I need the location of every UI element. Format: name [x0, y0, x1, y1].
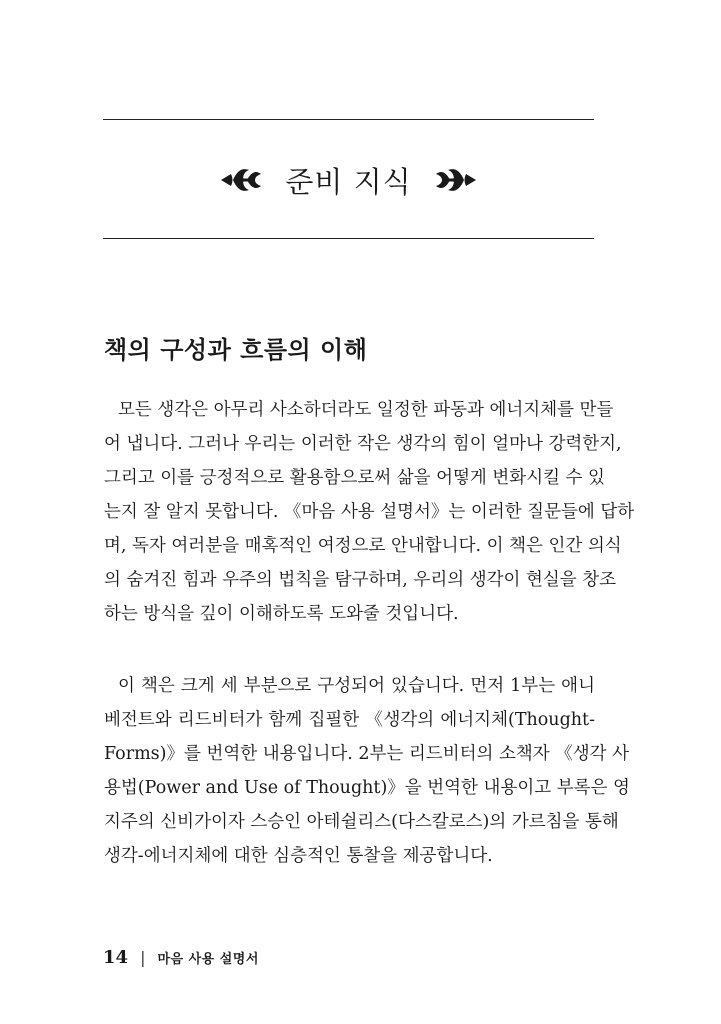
paragraph-line: 하는 방식을 깊이 이해하도록 도와줄 것입니다.	[104, 604, 459, 624]
paragraph-line: 며, 독자 여러분을 매혹적인 여정으로 안내합니다. 이 책은 인간 의식	[104, 536, 622, 556]
page-footer	[103, 947, 259, 968]
paragraph-line: 지주의 신비가이자 스승인 아테쉴리스(다스칼로스)의 가르침을 통해	[104, 812, 619, 832]
paragraph-line: 이 책은 크게 세 부분으로 구성되어 있습니다. 먼저 1부는 애니	[118, 676, 595, 696]
paragraph-line: 그리고 이를 긍정적으로 활용함으로써 삶을 어떻게 변화시킬 수 있	[104, 468, 605, 488]
paragraph-line: 생각-에너지체에 대한 심층적인 통찰을 제공합니다.	[104, 846, 493, 866]
fleur-de-lis-right-icon	[434, 162, 478, 198]
paragraph-line: 모든 생각은 아무리 사소하더라도 일정한 파동과 에너지체를 만들	[118, 400, 614, 420]
paragraph-line: 베전트와 리드비터가 함께 집필한 《생각의 에너지체(Thought-	[104, 710, 595, 730]
footer-separator: |	[140, 948, 146, 967]
bottom-rule	[103, 238, 594, 239]
paragraph-line: 는지 잘 알지 못합니다. 《마음 사용 설명서》는 이러한 질문들에 답하	[104, 502, 635, 522]
running-title: 마음 사용 설명서	[157, 952, 259, 967]
fleur-de-lis-left-icon	[219, 162, 263, 198]
paragraph-line: 어 냅니다. 그러나 우리는 이러한 작은 생각의 힘이 얼마나 강력한지,	[104, 434, 622, 454]
paragraph-line: 의 숨겨진 힘과 우주의 법칙을 탐구하며, 우리의 생각이 현실을 창조	[104, 570, 617, 590]
page-number: 14	[103, 947, 129, 968]
top-rule	[103, 119, 594, 120]
chapter-header	[103, 152, 594, 208]
section-title: 책의 구성과 흐름의 이해	[104, 335, 368, 364]
paragraph-line: Forms)》를 번역한 내용입니다. 2부는 리드비터의 소책자 《생각 사	[104, 744, 630, 764]
paragraph-line: 용법(Power and Use of Thought)》을 번역한 내용이고 부록은 영	[104, 778, 630, 798]
chapter-title: 준비 지식	[285, 164, 412, 199]
